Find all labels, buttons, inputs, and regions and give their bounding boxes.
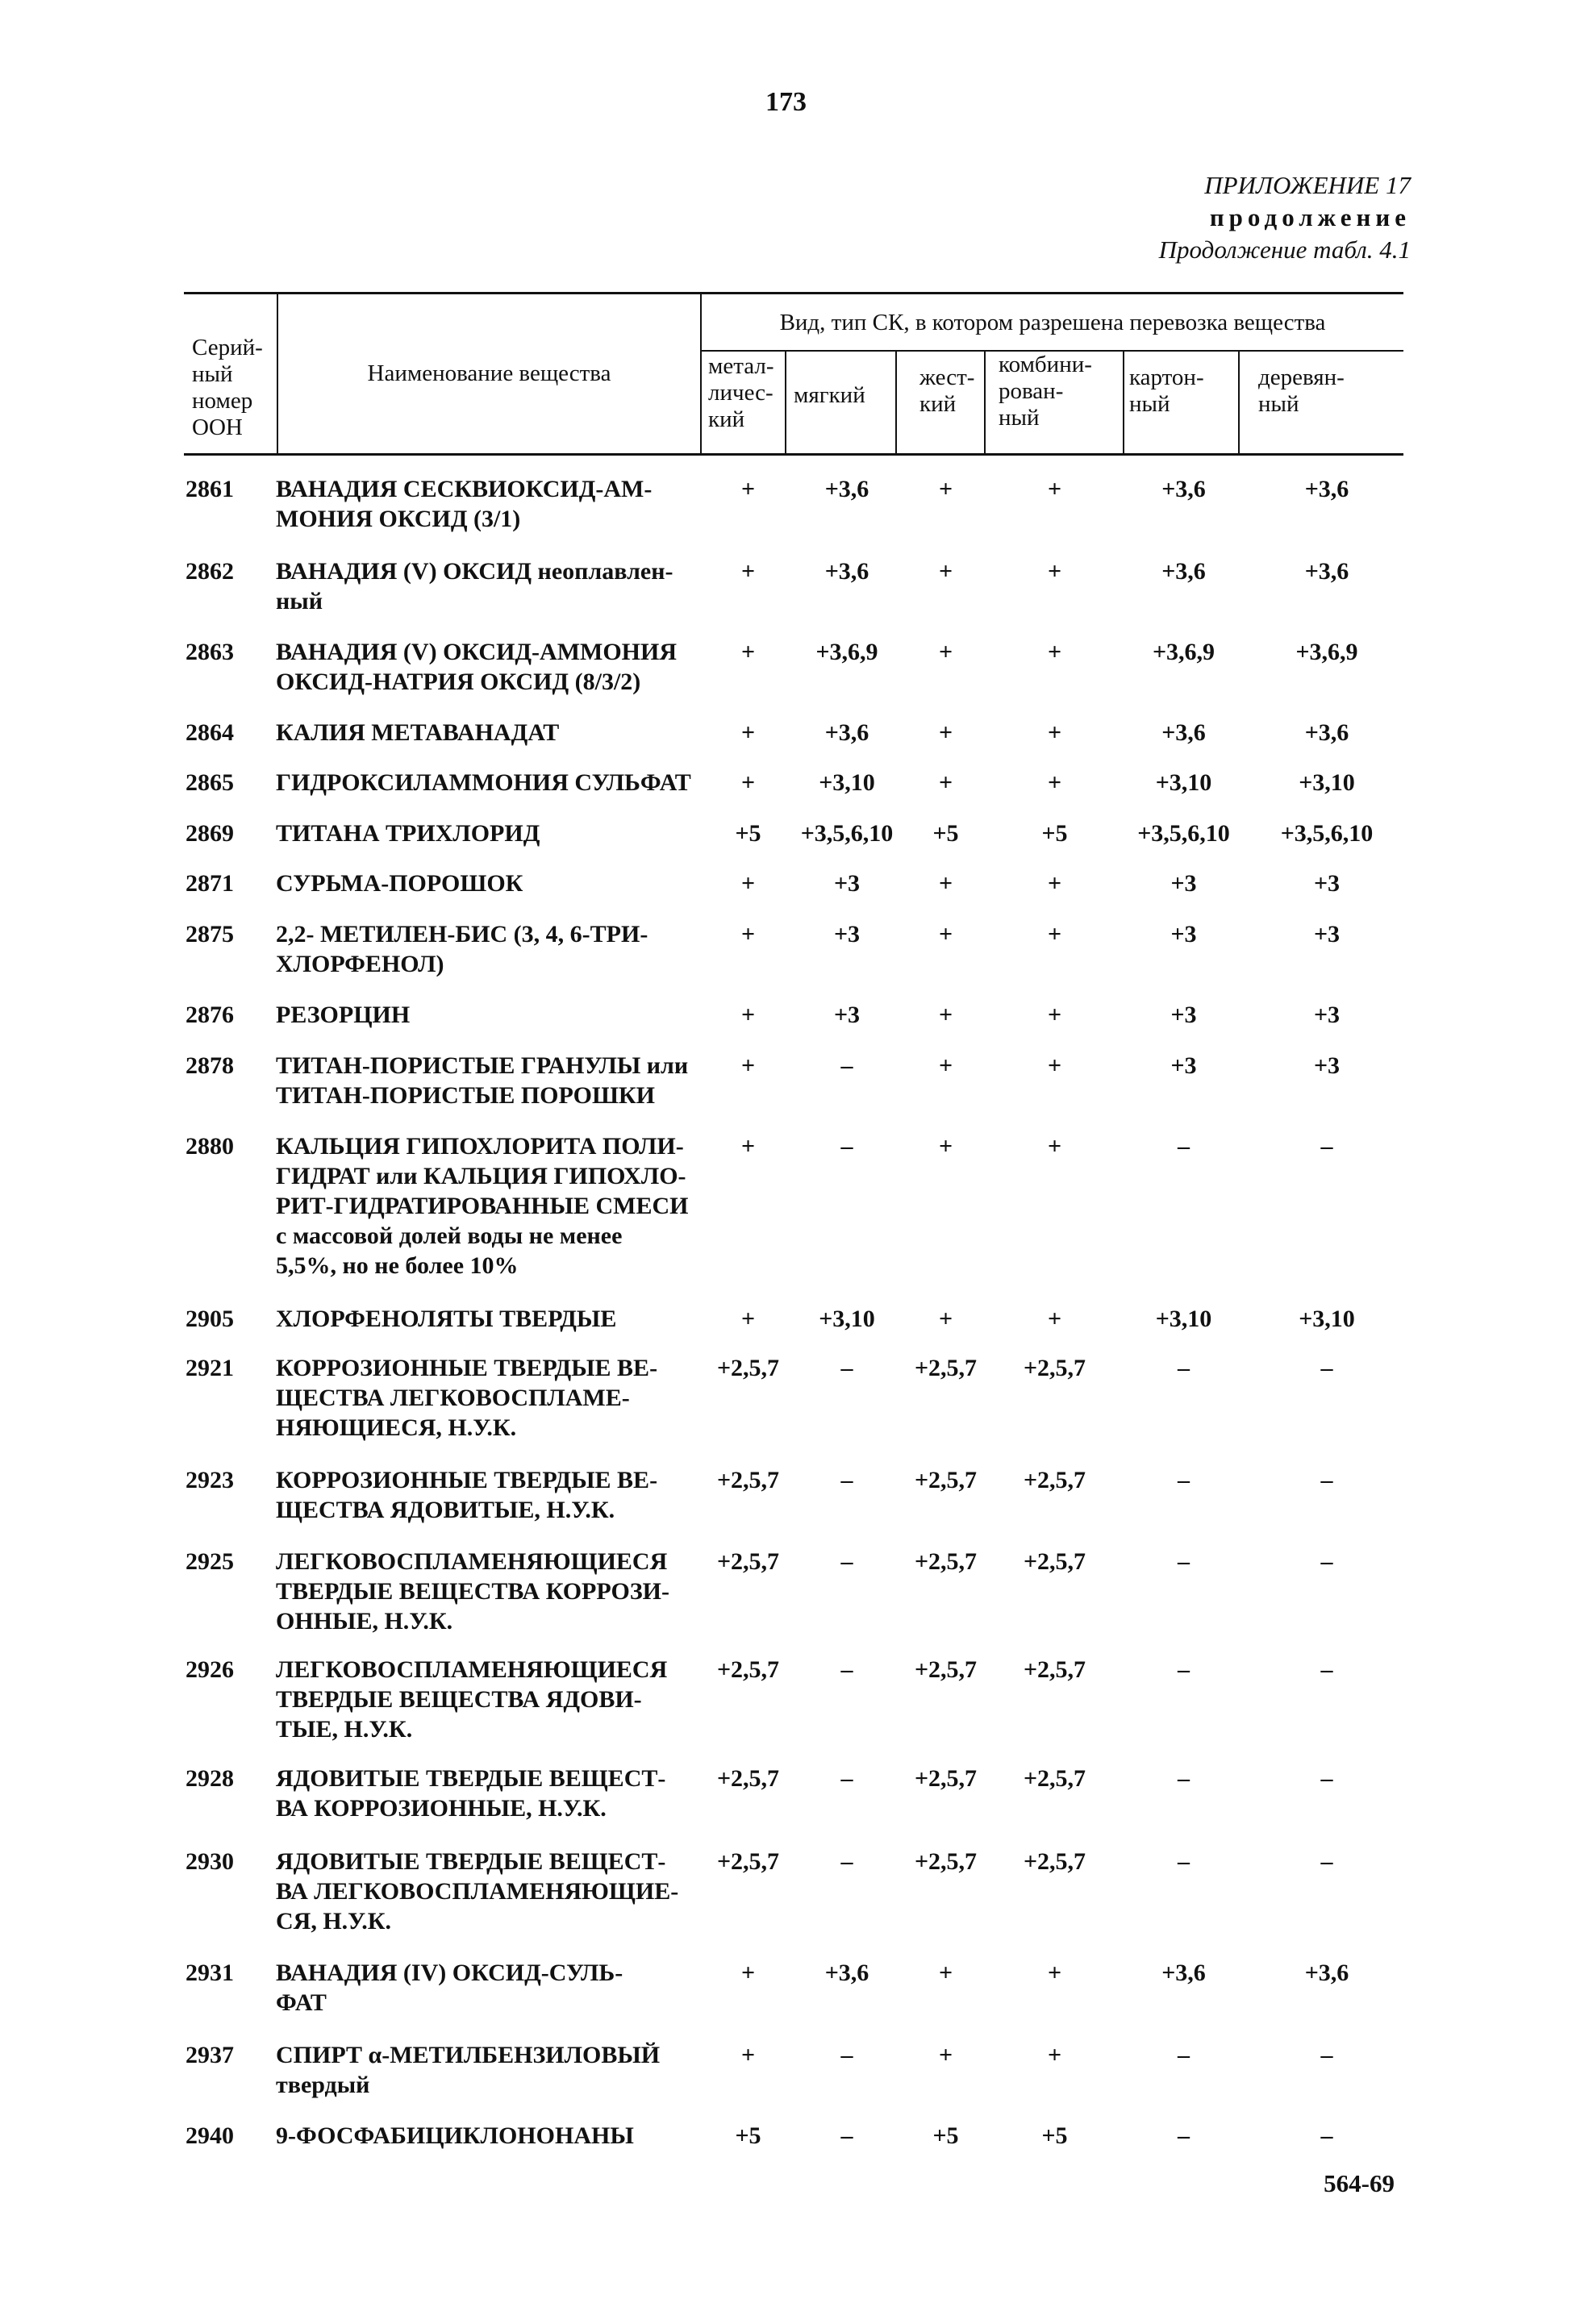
value-wooden: +3,6 [1304, 719, 1349, 746]
substance-name: ХЛОРФЕНОЛЯТЫ ТВЕРДЫЕ [276, 1306, 617, 1332]
value-combined: + [1047, 1052, 1062, 1079]
value-metal: + [740, 558, 756, 585]
value-combined: +5 [1041, 2122, 1068, 2149]
value-metal: +2,5,7 [716, 1765, 780, 1792]
value-combined: + [1047, 870, 1062, 897]
value-combined: +2,5,7 [1023, 1355, 1086, 1381]
footer-code: 564-69 [1324, 2169, 1395, 2197]
value-wooden: +3,6 [1304, 558, 1349, 585]
substance-name: ВАНАДИЯ (IV) ОКСИД-СУЛЬ- ФАТ [276, 1960, 623, 2016]
value-wooden: – [1320, 1355, 1333, 1381]
subcol-wooden-header: деревян- ный [1258, 364, 1345, 417]
value-rigid: + [938, 558, 953, 585]
value-rigid: +2,5,7 [914, 1656, 978, 1683]
table-continuation-label: Продолжение табл. 4.1 [1158, 235, 1411, 264]
value-wooden: +3,6,9 [1295, 639, 1358, 665]
value-combined: +2,5,7 [1023, 1548, 1086, 1575]
serial-number: 2880 [186, 1133, 234, 1160]
subcol-rigid-header: жест- кий [919, 364, 975, 417]
value-metal: + [740, 1306, 756, 1332]
serial-number: 2863 [186, 639, 234, 665]
value-cardboard: +3 [1170, 870, 1197, 897]
value-cardboard: – [1178, 1467, 1190, 1493]
serial-number: 2876 [186, 1002, 234, 1028]
value-rigid: + [938, 1306, 953, 1332]
value-soft: – [840, 1848, 853, 1875]
substance-name: КОРРОЗИОННЫЕ ТВЕРДЫЕ ВЕ- ЩЕСТВА ЛЕГКОВОСПЛАМЕ- НЯЮЩИЕСЯ, Н.У.К. [276, 1355, 658, 1441]
serial-number: 2871 [186, 870, 234, 897]
value-metal: + [740, 1133, 756, 1160]
value-soft: +3 [833, 1002, 861, 1028]
substance-name: ВАНАДИЯ (V) ОКСИД неоплавлен- ный [276, 558, 673, 614]
value-soft: +3,6 [824, 1960, 869, 1986]
value-combined: +2,5,7 [1023, 1848, 1086, 1875]
col-divider [895, 350, 897, 455]
value-metal: + [740, 2042, 756, 2068]
serial-number: 2937 [186, 2042, 234, 2068]
value-cardboard: +3 [1170, 921, 1197, 948]
serial-number: 2923 [186, 1467, 234, 1493]
substance-name: ЛЕГКОВОСПЛАМЕНЯЮЩИЕСЯ ТВЕРДЫЕ ВЕЩЕСТВА КОРРОЗИ- ОННЫЕ, Н.У.К. [276, 1548, 669, 1635]
header-bottom-rule [184, 453, 1403, 456]
value-soft: – [840, 2042, 853, 2068]
value-soft: – [840, 1765, 853, 1792]
value-soft: – [840, 1355, 853, 1381]
serial-number: 2875 [186, 921, 234, 948]
value-wooden: – [1320, 1848, 1333, 1875]
value-metal: + [740, 870, 756, 897]
col-divider [785, 350, 786, 455]
value-wooden: – [1320, 1467, 1333, 1493]
value-rigid: + [938, 719, 953, 746]
serial-number: 2862 [186, 558, 234, 585]
value-metal: + [740, 719, 756, 746]
appendix-header [1159, 169, 1411, 266]
value-metal: + [740, 1052, 756, 1079]
value-soft: – [840, 1133, 853, 1160]
continuation-label: продолжение [1209, 203, 1411, 231]
value-soft: +3 [833, 921, 861, 948]
substance-name: РЕЗОРЦИН [276, 1002, 411, 1028]
substance-name: СПИРТ α-МЕТИЛБЕНЗИЛОВЫЙ твердый [276, 2042, 661, 2098]
value-cardboard: – [1178, 2122, 1190, 2149]
appendix-title: ПРИЛОЖЕНИЕ 17 [1204, 171, 1411, 199]
value-metal: +5 [735, 2122, 761, 2149]
value-combined: + [1047, 1960, 1062, 1986]
value-cardboard: – [1178, 2042, 1190, 2068]
value-combined: + [1047, 921, 1062, 948]
value-rigid: +2,5,7 [914, 1548, 978, 1575]
value-wooden: +3,10 [1299, 1306, 1355, 1332]
value-rigid: + [938, 2042, 953, 2068]
serial-number: 2940 [186, 2122, 234, 2149]
substance-name: ТИТАН-ПОРИСТЫЕ ГРАНУЛЫ или ТИТАН-ПОРИСТЫЕ ПОРОШКИ [276, 1052, 689, 1109]
value-rigid: + [938, 769, 953, 796]
value-rigid: + [938, 1052, 953, 1079]
value-cardboard: – [1178, 1548, 1190, 1575]
serial-number: 2928 [186, 1765, 234, 1792]
value-metal: +2,5,7 [716, 1355, 780, 1381]
substance-name: ГИДРОКСИЛАММОНИЯ СУЛЬФАТ [276, 769, 691, 796]
substance-name: КАЛИЯ МЕТАВАНАДАТ [276, 719, 560, 746]
value-wooden: – [1320, 2122, 1333, 2149]
serial-number: 2878 [186, 1052, 234, 1079]
value-cardboard: +3,6 [1161, 1960, 1206, 1986]
serial-number: 2925 [186, 1548, 234, 1575]
value-combined: + [1047, 719, 1062, 746]
value-combined: +2,5,7 [1023, 1765, 1086, 1792]
value-combined: + [1047, 1133, 1062, 1160]
substance-name: ВАНАДИЯ (V) ОКСИД-АММОНИЯ ОКСИД-НАТРИЯ ОКСИД (8/3/2) [276, 639, 678, 695]
value-cardboard: – [1178, 1133, 1190, 1160]
value-metal: +2,5,7 [716, 1467, 780, 1493]
value-soft: +3,6 [824, 719, 869, 746]
value-cardboard: +3,10 [1155, 1306, 1212, 1332]
value-combined: +5 [1041, 820, 1068, 847]
value-rigid: + [938, 870, 953, 897]
serial-number: 2905 [186, 1306, 234, 1332]
value-cardboard: +3,6,9 [1152, 639, 1215, 665]
value-rigid: + [938, 1133, 953, 1160]
value-combined: + [1047, 2042, 1062, 2068]
value-wooden: +3,10 [1299, 769, 1355, 796]
value-metal: + [740, 639, 756, 665]
value-metal: + [740, 1960, 756, 1986]
serial-number: 2921 [186, 1355, 234, 1381]
substance-name: ВАНАДИЯ СЕСКВИОКСИД-АМ- МОНИЯ ОКСИД (3/1) [276, 476, 653, 532]
value-metal: +2,5,7 [716, 1848, 780, 1875]
value-soft: +3,6 [824, 558, 869, 585]
value-soft: – [840, 1467, 853, 1493]
value-combined: + [1047, 558, 1062, 585]
value-cardboard: +3,10 [1155, 769, 1212, 796]
value-rigid: + [938, 1960, 953, 1986]
value-combined: +2,5,7 [1023, 1656, 1086, 1683]
substance-name: 9-ФОСФАБИЦИКЛОНОНАНЫ [276, 2122, 634, 2149]
value-cardboard: +3 [1170, 1002, 1197, 1028]
value-soft: – [840, 1656, 853, 1683]
value-soft: +3,6,9 [815, 639, 878, 665]
value-wooden: – [1320, 1548, 1333, 1575]
serial-number: 2930 [186, 1848, 234, 1875]
subcol-cardboard-header: картон- ный [1129, 364, 1204, 417]
value-combined: + [1047, 1002, 1062, 1028]
value-rigid: +2,5,7 [914, 1765, 978, 1792]
substance-name: ЯДОВИТЫЕ ТВЕРДЫЕ ВЕЩЕСТ- ВА ЛЕГКОВОСПЛАМЕНЯЮЩИЕ- СЯ, Н.У.К. [276, 1848, 679, 1935]
serial-number: 2926 [186, 1656, 234, 1683]
substance-name: ЯДОВИТЫЕ ТВЕРДЫЕ ВЕЩЕСТ- ВА КОРРОЗИОННЫЕ, Н.У.К. [276, 1765, 666, 1822]
subcol-combined-header: комбини- рован- ный [999, 352, 1092, 431]
value-wooden: +3,6 [1304, 1960, 1349, 1986]
col-divider [984, 350, 986, 455]
value-wooden: – [1320, 2042, 1333, 2068]
serial-number: 2861 [186, 476, 234, 502]
value-cardboard: – [1178, 1656, 1190, 1683]
substance-name: ТИТАНА ТРИХЛОРИД [276, 820, 540, 847]
value-rigid: + [938, 639, 953, 665]
value-cardboard: +3,6 [1161, 558, 1206, 585]
value-cardboard: +3,6 [1161, 476, 1206, 502]
serial-number: 2931 [186, 1960, 234, 1986]
value-wooden: +3,6 [1304, 476, 1349, 502]
value-cardboard: +3 [1170, 1052, 1197, 1079]
col-divider [1123, 350, 1124, 455]
value-wooden: +3 [1313, 870, 1341, 897]
value-rigid: +2,5,7 [914, 1467, 978, 1493]
value-wooden: +3 [1313, 1002, 1341, 1028]
value-rigid: +2,5,7 [914, 1355, 978, 1381]
value-soft: +3,6 [824, 476, 869, 502]
value-wooden: +3 [1313, 1052, 1341, 1079]
value-combined: + [1047, 639, 1062, 665]
value-soft: +3 [833, 870, 861, 897]
serial-number-header: Серий- ный номер ООН [192, 335, 263, 440]
value-cardboard: +3,6 [1161, 719, 1206, 746]
value-soft: +3,5,6,10 [800, 820, 894, 847]
value-rigid: + [938, 1002, 953, 1028]
value-wooden: – [1320, 1133, 1333, 1160]
value-rigid: + [938, 921, 953, 948]
col-divider [1238, 350, 1240, 455]
value-metal: + [740, 921, 756, 948]
value-soft: – [840, 2122, 853, 2149]
page-number: 173 [765, 87, 807, 117]
value-cardboard: +3,5,6,10 [1137, 820, 1230, 847]
value-metal: + [740, 769, 756, 796]
value-soft: +3,10 [819, 769, 875, 796]
substance-name: КАЛЬЦИЯ ГИПОХЛОРИТА ПОЛИ- ГИДРАТ или КАЛЬЦИЯ ГИПОХЛО- РИТ-ГИДРАТИРОВАННЫЕ СМЕСИ с массовой долей воды не менее 5,5%, но не более 10% [276, 1133, 689, 1279]
value-wooden: – [1320, 1765, 1333, 1792]
value-metal: + [740, 476, 756, 502]
substance-name: СУРЬМА-ПОРОШОК [276, 870, 523, 897]
value-rigid: +5 [932, 2122, 959, 2149]
value-soft: +3,10 [819, 1306, 875, 1332]
subcol-metal-header: метал- личес- кий [708, 353, 774, 432]
value-metal: +5 [735, 820, 761, 847]
subcol-soft-header: мягкий [794, 382, 865, 408]
serial-number: 2865 [186, 769, 234, 796]
value-metal: +2,5,7 [716, 1548, 780, 1575]
value-soft: – [840, 1052, 853, 1079]
value-rigid: +2,5,7 [914, 1848, 978, 1875]
value-wooden: +3 [1313, 921, 1341, 948]
value-cardboard: – [1178, 1848, 1190, 1875]
value-metal: +2,5,7 [716, 1656, 780, 1683]
value-rigid: +5 [932, 820, 959, 847]
substance-name-header: Наименование вещества [367, 360, 611, 386]
container-type-group-header: Вид, тип СК, в котором разрешена перевозка вещества [779, 310, 1326, 335]
value-combined: + [1047, 1306, 1062, 1332]
value-cardboard: – [1178, 1765, 1190, 1792]
serial-number: 2869 [186, 820, 234, 847]
value-wooden: +3,5,6,10 [1280, 820, 1374, 847]
serial-number: 2864 [186, 719, 234, 746]
value-cardboard: – [1178, 1355, 1190, 1381]
value-soft: – [840, 1548, 853, 1575]
value-wooden: – [1320, 1656, 1333, 1683]
substance-name: 2,2- МЕТИЛЕН-БИС (3, 4, 6-ТРИ- ХЛОРФЕНОЛ) [276, 921, 648, 977]
substance-name: ЛЕГКОВОСПЛАМЕНЯЮЩИЕСЯ ТВЕРДЫЕ ВЕЩЕСТВА ЯДОВИ- ТЫЕ, Н.У.К. [276, 1656, 668, 1743]
value-combined: +2,5,7 [1023, 1467, 1086, 1493]
value-combined: + [1047, 476, 1062, 502]
table-top-rule [184, 292, 1403, 294]
substance-name: КОРРОЗИОННЫЕ ТВЕРДЫЕ ВЕ- ЩЕСТВА ЯДОВИТЫЕ, Н.У.К. [276, 1467, 658, 1523]
value-metal: + [740, 1002, 756, 1028]
value-combined: + [1047, 769, 1062, 796]
value-rigid: + [938, 476, 953, 502]
